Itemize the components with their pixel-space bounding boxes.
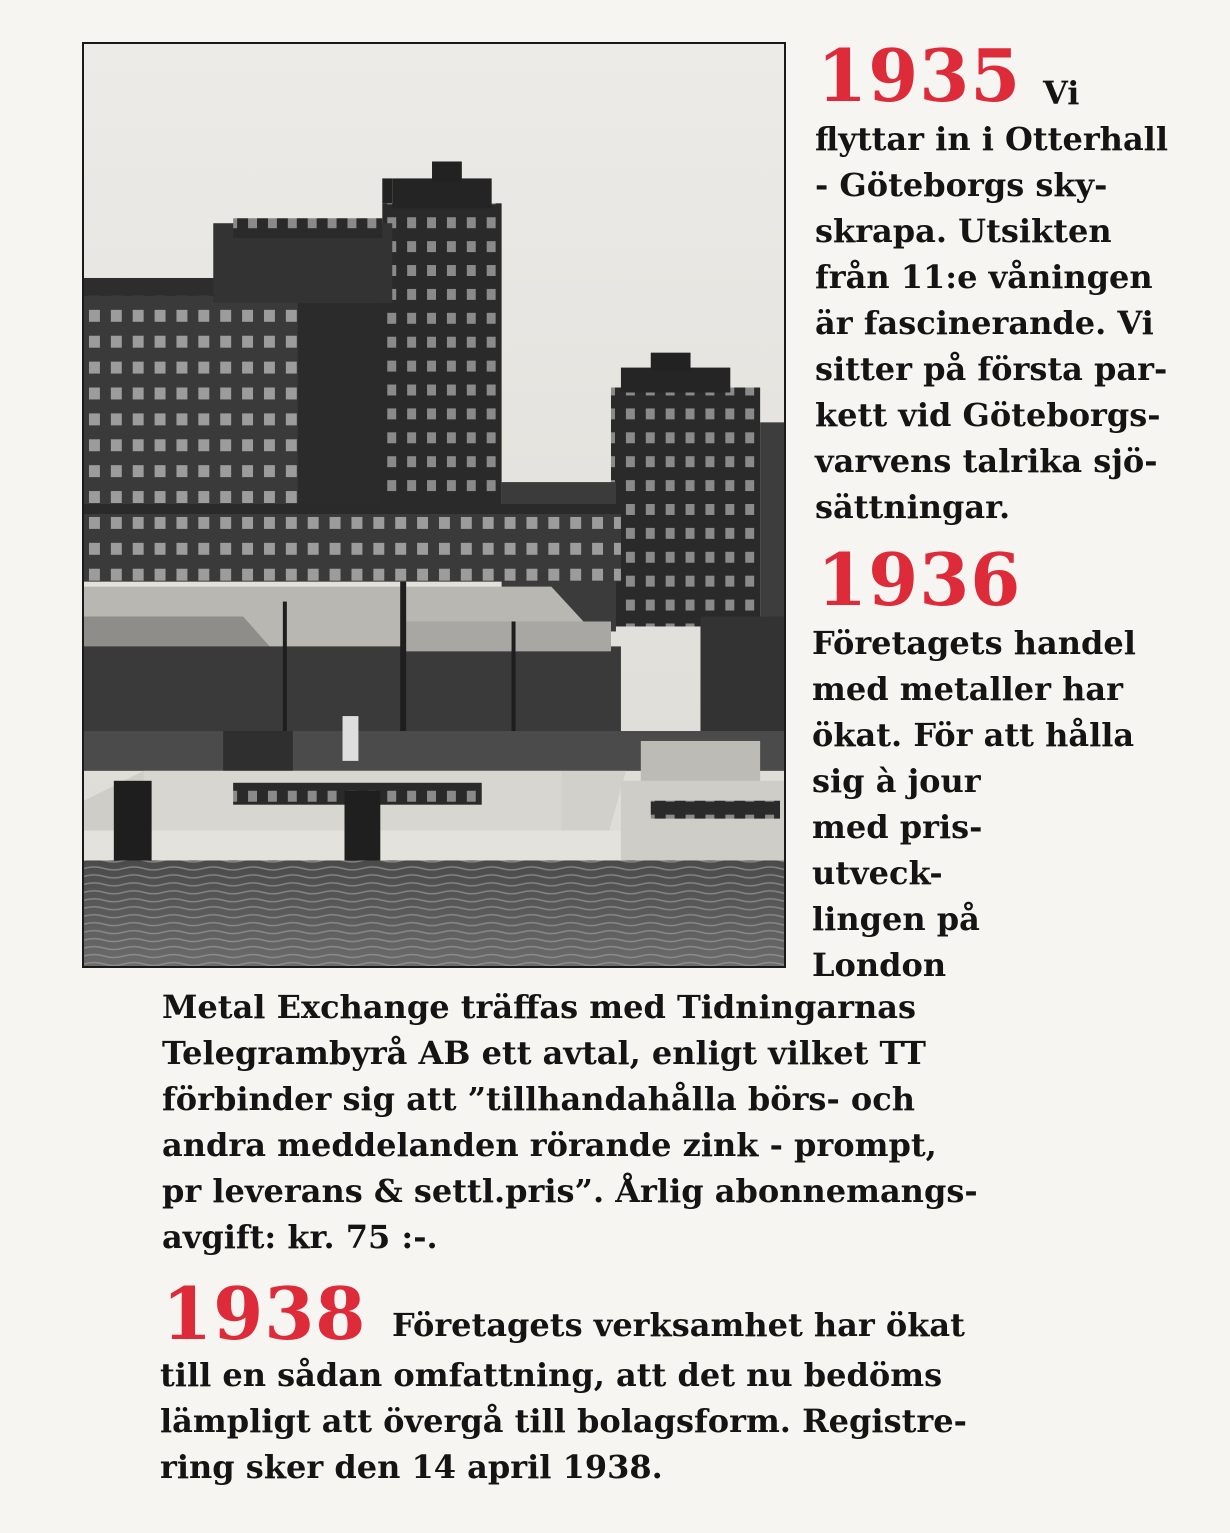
entry-1935-text: [815, 116, 1168, 530]
year-1938-heading: 1938: [162, 1271, 367, 1356]
text-line: Telegrambyrå AB ett avtal, enligt vilket TT: [162, 1034, 926, 1072]
photo-illustration: [84, 44, 784, 966]
text-line: sig à jour: [812, 762, 981, 800]
entry-1938-first-line: Företagets verksamhet har ökat: [392, 1306, 965, 1344]
text-line: lämpligt att övergå till bolagsform. Registre-: [160, 1402, 967, 1440]
entry-1938-text: [160, 1352, 967, 1490]
year-1935-heading: 1935: [817, 33, 1022, 118]
text-line: pr leverans & settl.pris”. Årlig abonnemangs-: [162, 1172, 978, 1210]
text-line: Metal Exchange träffas med Tidningarnas: [162, 988, 916, 1026]
text-line: är fascinerande. Vi: [815, 304, 1154, 342]
text-line: kett vid Göteborgs-: [815, 396, 1161, 434]
entry-1936-text-narrow: [812, 620, 1136, 988]
harbor-skyscraper-photo: [82, 42, 786, 968]
text-line: flyttar in i Otterhall: [815, 120, 1168, 158]
text-line: sitter på första par-: [815, 350, 1168, 388]
text-line: varvens talrika sjö-: [815, 442, 1158, 480]
year-1936-heading: 1936: [817, 537, 1022, 622]
text-line: avgift: kr. 75 :-.: [162, 1218, 438, 1256]
text-line: - Göteborgs sky-: [815, 166, 1108, 204]
text-line: från 11:e våningen: [815, 258, 1153, 296]
entry-1936-text-wide: [162, 984, 978, 1260]
text-line: ökat. För att hålla: [812, 716, 1135, 754]
text-line: förbinder sig att ”tillhandahålla börs- och: [162, 1080, 915, 1118]
text-line: ring sker den 14 april 1938.: [160, 1448, 663, 1486]
text-line: skrapa. Utsikten: [815, 212, 1112, 250]
text-line: andra meddelanden rörande zink - prompt,: [162, 1126, 937, 1164]
text-line: sättningar.: [815, 488, 1011, 526]
text-line: Företagets handel: [812, 624, 1136, 662]
text-line: med metaller har: [812, 670, 1123, 708]
text-line: med pris-: [812, 808, 983, 846]
text-line: lingen på: [812, 900, 980, 938]
text-line: utveck-: [812, 854, 943, 892]
entry-1935-first-word: Vi: [1043, 74, 1080, 112]
text-line: till en sådan omfattning, att det nu bedöms: [160, 1356, 943, 1394]
text-line: London: [812, 946, 947, 984]
